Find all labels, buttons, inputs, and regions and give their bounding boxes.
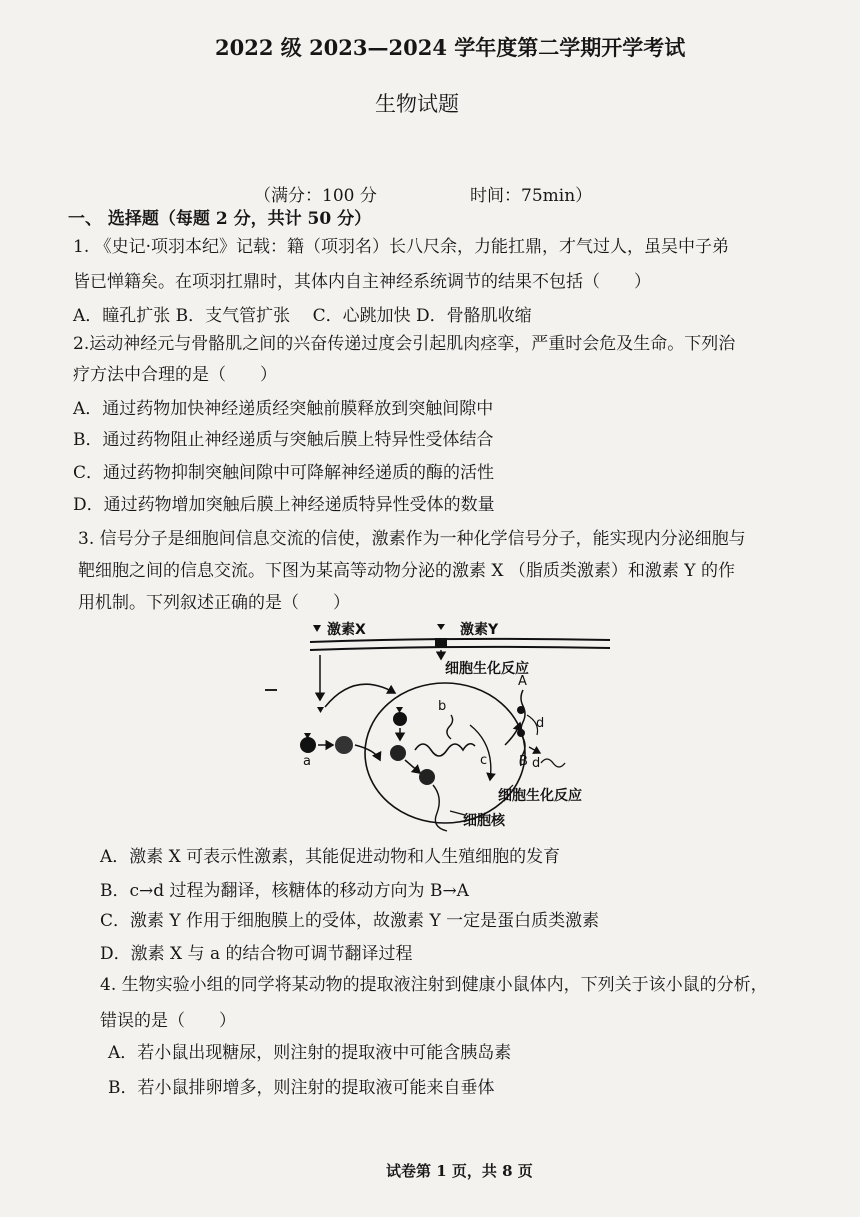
q3-option-d: D．激素 X 与 a 的结合物可调节翻译过程 bbox=[100, 944, 413, 964]
q4-stem-line2: 错误的是（ ） bbox=[100, 1011, 236, 1031]
label-d: d bbox=[536, 716, 545, 731]
subject-title: 生物试题 bbox=[375, 92, 459, 116]
q1-options: A．瞳孔扩张 B．支气管扩张 C．心跳加快 D．骨骼肌收缩 bbox=[73, 306, 532, 326]
q2-option-c: C．通过药物抑制突触间隙中可降解神经递质的酶的活性 bbox=[73, 463, 495, 483]
nucleus-label: 细胞核 bbox=[463, 813, 505, 829]
label-c: c bbox=[480, 753, 488, 768]
q4-option-b: B．若小鼠排卵增多，则注射的提取液可能来自垂体 bbox=[108, 1078, 495, 1098]
q4-stem-line1: 4. 生物实验小组的同学将某动物的提取液注射到健康小鼠体内，下列关于该小鼠的分析， bbox=[100, 975, 768, 995]
cell-membrane-inner bbox=[310, 647, 610, 650]
q3-option-c: C．激素 Y 作用于细胞膜上的受体，故激素 Y 一定是蛋白质类激素 bbox=[100, 911, 600, 931]
hormone-mechanism-figure bbox=[255, 615, 615, 840]
q2-option-b: B．通过药物阻止神经递质与突触后膜上特异性受体结合 bbox=[73, 430, 494, 450]
receptor-a-label: a bbox=[303, 754, 311, 769]
q1-stem-line1: 1. 《史记·项羽本纪》记载：籍（项羽名）长八尺余，力能扛鼎，才气过人，虽吴中子弟 bbox=[73, 237, 730, 257]
exam-title: 2022 级 2023—2024 学年度第二学期开学考试 bbox=[215, 35, 686, 60]
q3-option-a: A．激素 X 可表示性激素，其能促进动物和人生殖细胞的发育 bbox=[100, 847, 561, 867]
reaction-label-top: 细胞生化反应 bbox=[445, 661, 529, 677]
hormone-x-label: 激素X bbox=[327, 622, 366, 638]
q2-stem-line1: 2.运动神经元与骨骼肌之间的兴奋传递过度会引起肌肉痉挛，严重时会危及生命。下列治 bbox=[73, 334, 736, 354]
hormone-y-molecule bbox=[437, 624, 445, 630]
q3-stem-line1: 3. 信号分子是细胞间信息交流的信使，激素作为一种化学信号分子，能实现内分泌细胞与 bbox=[78, 529, 746, 549]
cell-membrane-outer bbox=[310, 639, 610, 642]
q4-option-a: A．若小鼠出现糖尿，则注射的提取液中可能含胰岛素 bbox=[108, 1043, 512, 1063]
reaction-label-bottom: 细胞生化反应 bbox=[498, 788, 582, 804]
receptor-a bbox=[300, 737, 316, 753]
q2-stem-line2: 疗方法中合理的是（ ） bbox=[73, 365, 277, 385]
section-title: 一、 选择题（每题 2 分，共计 50 分） bbox=[68, 209, 372, 229]
q3-option-b: B．c→d 过程为翻译，核糖体的移动方向为 B→A bbox=[100, 881, 469, 901]
stray-mark bbox=[265, 689, 277, 691]
label-d2: d bbox=[532, 756, 541, 771]
q3-stem-line2: 靶细胞之间的信息交流。下图为某高等动物分泌的激素 X （脂质类激素）和激素 Y 的作 bbox=[78, 561, 735, 581]
q1-stem-line2: 皆已惮籍矣。在项羽扛鼎时，其体内自主神经系统调节的结果不包括（ ） bbox=[73, 272, 651, 292]
q2-option-d: D．通过药物增加突触后膜上神经递质特异性受体的数量 bbox=[73, 495, 495, 515]
full-score: （满分：100 分 bbox=[254, 186, 377, 206]
label-b: b bbox=[438, 699, 447, 714]
q3-stem-line3: 用机制。下列叙述正确的是（ ） bbox=[78, 593, 350, 613]
label-B: B bbox=[519, 754, 528, 769]
hormone-receptor-complex bbox=[335, 736, 353, 754]
q2-option-a: A．通过药物加快神经递质经突触前膜释放到突触间隙中 bbox=[73, 399, 494, 419]
hormone-x-molecule bbox=[313, 625, 321, 632]
page-footer: 试卷第 1 页，共 8 页 bbox=[386, 1162, 533, 1180]
membrane-receptor bbox=[435, 638, 447, 648]
exam-time: 时间：75min） bbox=[470, 186, 593, 206]
dna-strand bbox=[415, 744, 475, 756]
label-A: A bbox=[518, 674, 527, 689]
hormone-y-label: 激素Y bbox=[460, 622, 499, 638]
